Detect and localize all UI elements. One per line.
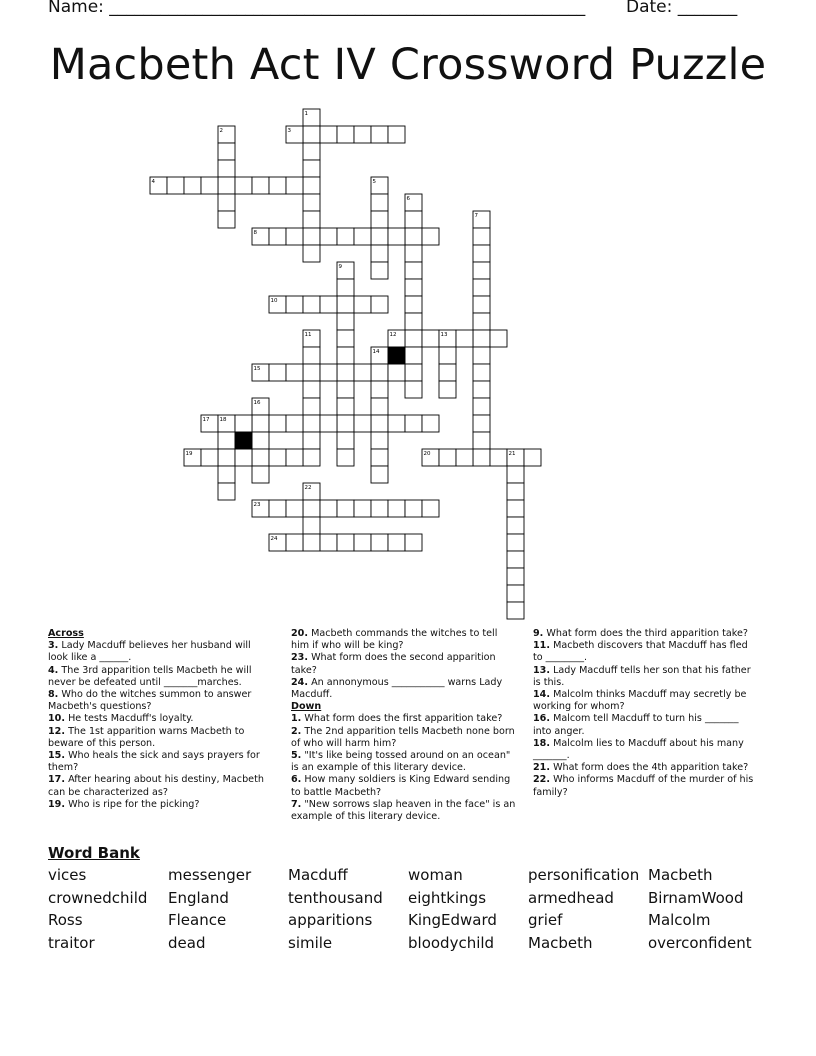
crossword-cell[interactable] [388, 364, 405, 381]
crossword-cell[interactable] [354, 126, 371, 143]
crossword-cell[interactable] [473, 347, 490, 364]
clues-column-2 [291, 628, 516, 823]
crossword-cell[interactable] [218, 449, 235, 466]
crossword-cell[interactable] [405, 330, 422, 347]
crossword-cell[interactable] [320, 296, 337, 313]
word-bank-item: Fleance [168, 911, 227, 930]
crossword-cell[interactable] [337, 500, 354, 517]
crossword-cell[interactable] [405, 415, 422, 432]
word-bank-title: Word Bank [48, 844, 140, 862]
crossword-cell[interactable] [252, 177, 269, 194]
crossword-cell[interactable] [371, 364, 388, 381]
crossword-cell[interactable] [252, 415, 269, 432]
crossword-cell[interactable] [507, 551, 524, 568]
word-bank-item: woman [408, 866, 463, 884]
across-clue: 4. The 3rd apparition tells Macbeth he will never be defeated until _______marches. [48, 664, 252, 688]
crossword-cell[interactable] [371, 262, 388, 279]
page-title: Macbeth Act IV Crossword Puzzle [49, 40, 767, 90]
word-bank-item: messenger [168, 866, 252, 884]
word-bank-item: bloodychild [408, 933, 495, 952]
crossword-cell[interactable] [269, 177, 286, 194]
date-field-label: Date: _______ [626, 0, 738, 17]
crossword-cell[interactable] [439, 330, 456, 347]
crossword-cell[interactable] [218, 194, 235, 211]
crossword-cell[interactable] [371, 245, 388, 262]
crossword-cell[interactable] [269, 534, 286, 551]
crossword-cell[interactable] [371, 126, 388, 143]
crossword-cell[interactable] [235, 415, 252, 432]
crossword-cell[interactable] [337, 415, 354, 432]
crossword-cell[interactable] [473, 364, 490, 381]
clue-number-label: 2 [219, 128, 223, 134]
crossword-cell[interactable] [269, 364, 286, 381]
crossword-cell[interactable] [371, 432, 388, 449]
crossword-cell[interactable] [405, 313, 422, 330]
crossword-cell[interactable] [252, 432, 269, 449]
crossword-cell[interactable] [422, 330, 439, 347]
across-clue: 10. He tests Macduff's loyalty. [48, 713, 194, 725]
crossword-cell[interactable] [303, 330, 320, 347]
across-clue: 19. Who is ripe for the picking? [48, 798, 200, 810]
crossword-cell[interactable] [473, 211, 490, 228]
down-clue: 21. What form does the 4th apparition take? [533, 762, 749, 774]
crossword-cell[interactable] [184, 177, 201, 194]
crossword-cell[interactable] [286, 364, 303, 381]
crossword-cell[interactable] [201, 177, 218, 194]
crossword-cell[interactable] [507, 585, 524, 602]
crossword-cell[interactable] [354, 534, 371, 551]
crossword-cell[interactable] [473, 245, 490, 262]
crossword-cell[interactable] [337, 364, 354, 381]
crossword-cell[interactable] [337, 534, 354, 551]
crossword-cell[interactable] [371, 177, 388, 194]
word-bank-item: Macbeth [528, 933, 593, 952]
crossword-cell[interactable] [507, 602, 524, 619]
crossword-cell[interactable] [337, 262, 354, 279]
crossword-cell[interactable] [303, 194, 320, 211]
across-clue: 24. An annonymous ___________ warns Lady Macduff. [291, 676, 503, 701]
word-bank [48, 866, 788, 956]
crossword-cell[interactable] [456, 330, 473, 347]
crossword-cell[interactable] [303, 347, 320, 364]
crossword-cell[interactable] [507, 449, 524, 466]
word-bank-item: armedhead [528, 888, 614, 907]
crossword-cell[interactable] [337, 449, 354, 466]
crossword-cell[interactable] [371, 398, 388, 415]
crossword-cell[interactable] [218, 483, 235, 500]
word-bank-item: England [168, 888, 229, 907]
word-bank-item: dead [168, 933, 206, 952]
crossword-cell[interactable] [286, 296, 303, 313]
clue-number-label: 12 [389, 332, 397, 338]
crossword-cell[interactable] [371, 296, 388, 313]
blocked-cell [235, 432, 252, 449]
clue-number-label: 11 [304, 332, 312, 338]
crossword-cell[interactable] [252, 228, 269, 245]
clue-number-label: 4 [151, 179, 155, 185]
crossword-cell[interactable] [337, 279, 354, 296]
crossword-cell[interactable] [354, 364, 371, 381]
crossword-cell[interactable] [320, 534, 337, 551]
crossword-cell[interactable] [371, 415, 388, 432]
word-bank-item: personification [528, 866, 640, 884]
crossword-cell[interactable] [235, 177, 252, 194]
crossword-cell[interactable] [405, 279, 422, 296]
crossword-cell[interactable] [337, 381, 354, 398]
clue-number-label: 13 [440, 332, 448, 338]
crossword-cell[interactable] [201, 449, 218, 466]
crossword-cell[interactable] [473, 313, 490, 330]
across-clue: 8. Who do the witches summon to answer Macbeth's questions? [48, 689, 252, 713]
crossword-cell[interactable] [524, 449, 541, 466]
crossword-cell[interactable] [337, 228, 354, 245]
clue-number-label: 5 [372, 179, 376, 185]
word-bank-item: Macbeth [648, 866, 713, 884]
crossword-cell[interactable] [473, 415, 490, 432]
crossword-cell[interactable] [303, 177, 320, 194]
crossword-cell[interactable] [303, 398, 320, 415]
clue-number-label: 19 [185, 451, 193, 457]
clue-number-label: 15 [253, 366, 261, 372]
crossword-cell[interactable] [303, 143, 320, 160]
crossword-cell[interactable] [218, 415, 235, 432]
crossword-cell[interactable] [286, 415, 303, 432]
crossword-cell[interactable] [507, 534, 524, 551]
crossword-cell[interactable] [473, 381, 490, 398]
word-bank-item: grief [528, 911, 563, 930]
word-bank-item: vices [48, 866, 87, 884]
crossword-cell[interactable] [303, 483, 320, 500]
crossword-cell[interactable] [303, 228, 320, 245]
crossword-cell[interactable] [286, 228, 303, 245]
crossword-cell[interactable] [337, 313, 354, 330]
across-clue: 23. What form does the second apparition take? [291, 652, 496, 676]
crossword-cell[interactable] [303, 432, 320, 449]
clue-number-label: 18 [219, 417, 227, 423]
down-clue: 6. How many soldiers is King Edward sending to battle Macbeth? [291, 774, 511, 798]
crossword-cell[interactable] [473, 398, 490, 415]
crossword-cell[interactable] [405, 228, 422, 245]
crossword-cell[interactable] [269, 415, 286, 432]
crossword-cell[interactable] [507, 466, 524, 483]
crossword-cell[interactable] [218, 160, 235, 177]
word-bank-item: overconfident [648, 933, 752, 952]
crossword-cell[interactable] [269, 296, 286, 313]
clues-column-3 [533, 628, 758, 799]
across-clue: 3. Lady Macduff believes her husband will look like a ______. [48, 640, 251, 664]
crossword-cell[interactable] [388, 228, 405, 245]
name-field-label: Name: ________________________________________________________ [48, 0, 586, 17]
clue-number-label: 10 [270, 298, 278, 304]
crossword-cell[interactable] [507, 500, 524, 517]
crossword-cell[interactable] [439, 364, 456, 381]
crossword-cell[interactable] [150, 177, 167, 194]
crossword-cell[interactable] [269, 500, 286, 517]
crossword-cell[interactable] [286, 500, 303, 517]
clues-column-1 [48, 628, 273, 811]
crossword-cell[interactable] [388, 534, 405, 551]
crossword-cell[interactable] [405, 211, 422, 228]
crossword-cell[interactable] [252, 398, 269, 415]
crossword-cell[interactable] [320, 126, 337, 143]
crossword-cell[interactable] [388, 500, 405, 517]
clue-number-label: 17 [202, 417, 210, 423]
word-bank-item: tenthousand [288, 888, 383, 907]
crossword-cell[interactable] [388, 415, 405, 432]
crossword-cell[interactable] [303, 500, 320, 517]
crossword-cell[interactable] [218, 432, 235, 449]
crossword-cell[interactable] [354, 228, 371, 245]
down-clue: 9. What form does the third apparition take? [533, 628, 749, 639]
crossword-cell[interactable] [371, 466, 388, 483]
crossword-cell[interactable] [405, 194, 422, 211]
crossword-cell[interactable] [269, 228, 286, 245]
clue-number-label: 20 [423, 451, 431, 457]
crossword-cell[interactable] [371, 449, 388, 466]
crossword-cell[interactable] [490, 330, 507, 347]
across-clue: 15. Who heals the sick and says prayers for them? [48, 750, 260, 774]
crossword-cell[interactable] [303, 381, 320, 398]
crossword-cell[interactable] [405, 500, 422, 517]
crossword-cell[interactable] [235, 449, 252, 466]
crossword-cell[interactable] [201, 415, 218, 432]
down-clue: 18. Malcolm lies to Macduff about his many _______. [533, 737, 744, 762]
clue-number-label: 3 [287, 128, 291, 134]
crossword-cell[interactable] [337, 398, 354, 415]
crossword-cell[interactable] [303, 415, 320, 432]
crossword-cell[interactable] [269, 449, 286, 466]
crossword-cell[interactable] [252, 466, 269, 483]
crossword-cell[interactable] [252, 500, 269, 517]
down-clue: 13. Lady Macduff tells her son that his father is this. [533, 664, 751, 688]
crossword-cell[interactable] [218, 466, 235, 483]
crossword-cell[interactable] [422, 415, 439, 432]
crossword-cell[interactable] [473, 262, 490, 279]
word-bank-item: Ross [48, 911, 83, 930]
crossword-cell[interactable] [218, 126, 235, 143]
crossword-cell[interactable] [388, 330, 405, 347]
clue-number-label: 22 [304, 485, 312, 491]
crossword-cell[interactable] [405, 245, 422, 262]
crossword-cell[interactable] [303, 211, 320, 228]
crossword-cell[interactable] [473, 228, 490, 245]
crossword-cell[interactable] [218, 211, 235, 228]
crossword-cell[interactable] [507, 517, 524, 534]
word-bank-item: apparitions [288, 911, 373, 930]
crossword-cell[interactable] [320, 415, 337, 432]
word-bank-item: Macduff [288, 866, 348, 884]
crossword-cell[interactable] [388, 126, 405, 143]
down-clue: 16. Malcom tell Macduff to turn his _______ into anger. [533, 713, 739, 737]
crossword-cell[interactable] [473, 330, 490, 347]
crossword-cell[interactable] [303, 296, 320, 313]
word-bank-item: BirnamWood [648, 888, 744, 907]
down-clue: 5. "It's like being tossed around on an ocean" is an example of this literary device. [291, 750, 511, 774]
crossword-cell[interactable] [252, 364, 269, 381]
crossword-cell[interactable] [507, 568, 524, 585]
clue-number-label: 21 [508, 451, 516, 457]
crossword-cell[interactable] [337, 296, 354, 313]
crossword-cell[interactable] [354, 500, 371, 517]
crossword-cell[interactable] [456, 449, 473, 466]
clue-number-label: 16 [253, 400, 261, 406]
crossword-cell[interactable] [184, 449, 201, 466]
down-clue: 22. Who informs Macduff of the murder of his family? [533, 774, 754, 798]
down-heading: Down [291, 701, 322, 713]
crossword-cell[interactable] [405, 381, 422, 398]
crossword-cell[interactable] [405, 296, 422, 313]
crossword-cell[interactable] [405, 262, 422, 279]
across-clue: 17. After hearing about his destiny, Macbeth can be characterized as? [48, 774, 264, 798]
crossword-cell[interactable] [218, 177, 235, 194]
crossword-cell[interactable] [320, 364, 337, 381]
word-bank-item: traitor [48, 933, 95, 952]
crossword-cell[interactable] [286, 126, 303, 143]
clue-number-label: 7 [474, 213, 478, 219]
down-clue: 14. Malcolm thinks Macduff may secretly be working for whom? [533, 689, 747, 713]
word-bank-item: simile [288, 933, 333, 952]
crossword-cell[interactable] [473, 296, 490, 313]
crossword-cell[interactable] [337, 330, 354, 347]
down-clue: 1. What form does the first apparition take? [291, 713, 503, 725]
crossword-cell[interactable] [303, 126, 320, 143]
crossword-cell[interactable] [490, 449, 507, 466]
crossword-cell[interactable] [422, 500, 439, 517]
word-bank-item: KingEdward [408, 911, 497, 930]
word-bank-item: crownedchild [48, 888, 148, 907]
crossword-cell[interactable] [371, 534, 388, 551]
clue-number-label: 6 [406, 196, 410, 202]
crossword-cell[interactable] [218, 143, 235, 160]
down-clue: 7. "New sorrows slap heaven in the face" is an example of this literary device. [291, 798, 516, 823]
word-bank-item: eightkings [408, 888, 487, 907]
across-heading: Across [48, 628, 84, 639]
crossword-cell[interactable] [405, 347, 422, 364]
crossword-cell[interactable] [473, 279, 490, 296]
crossword-cell[interactable] [303, 245, 320, 262]
across-clue: 20. Macbeth commands the witches to tell him if who will be king? [291, 628, 498, 652]
crossword-cell[interactable] [303, 449, 320, 466]
down-clue: 2. The 2nd apparition tells Macbeth none born of who will harm him? [291, 725, 515, 749]
crossword-cell[interactable] [167, 177, 184, 194]
word-bank-item: Malcolm [648, 911, 711, 930]
crossword-cell[interactable] [354, 415, 371, 432]
crossword-cell[interactable] [303, 534, 320, 551]
crossword-cell[interactable] [337, 347, 354, 364]
clue-number-label: 8 [253, 230, 257, 236]
clue-number-label: 9 [338, 264, 342, 270]
crossword-cell[interactable] [252, 449, 269, 466]
down-clue: 11. Macbeth discovers that Macduff has fled to ________. [533, 640, 748, 664]
clue-number-label: 14 [372, 349, 380, 355]
crossword-cell[interactable] [439, 347, 456, 364]
crossword-cell[interactable] [371, 194, 388, 211]
crossword-cell[interactable] [371, 211, 388, 228]
blocked-cell [388, 347, 405, 364]
crossword-cell[interactable] [303, 109, 320, 126]
crossword-cell[interactable] [337, 432, 354, 449]
crossword-cell[interactable] [405, 534, 422, 551]
crossword-cell[interactable] [337, 126, 354, 143]
crossword-cell[interactable] [354, 296, 371, 313]
crossword-cell[interactable] [320, 228, 337, 245]
crossword-cell[interactable] [371, 500, 388, 517]
crossword-cell[interactable] [303, 517, 320, 534]
clue-number-label: 1 [304, 111, 308, 117]
crossword-cell[interactable] [473, 449, 490, 466]
crossword-cell[interactable] [303, 160, 320, 177]
crossword-cell[interactable] [405, 364, 422, 381]
crossword-cell[interactable] [320, 500, 337, 517]
crossword-cell[interactable] [439, 449, 456, 466]
crossword-cell[interactable] [371, 381, 388, 398]
crossword-cell[interactable] [286, 177, 303, 194]
crossword-cell[interactable] [422, 228, 439, 245]
crossword-cell[interactable] [507, 483, 524, 500]
crossword-cell[interactable] [422, 449, 439, 466]
crossword-cell[interactable] [439, 381, 456, 398]
across-clue: 12. The 1st apparition warns Macbeth to beware of this person. [48, 725, 245, 749]
clue-number-label: 23 [253, 502, 261, 508]
crossword-cell[interactable] [473, 432, 490, 449]
crossword-cell[interactable] [286, 534, 303, 551]
crossword-cell[interactable] [286, 449, 303, 466]
crossword-cell[interactable] [303, 364, 320, 381]
crossword-cell[interactable] [371, 347, 388, 364]
crossword-cell[interactable] [371, 228, 388, 245]
clue-number-label: 24 [270, 536, 278, 542]
